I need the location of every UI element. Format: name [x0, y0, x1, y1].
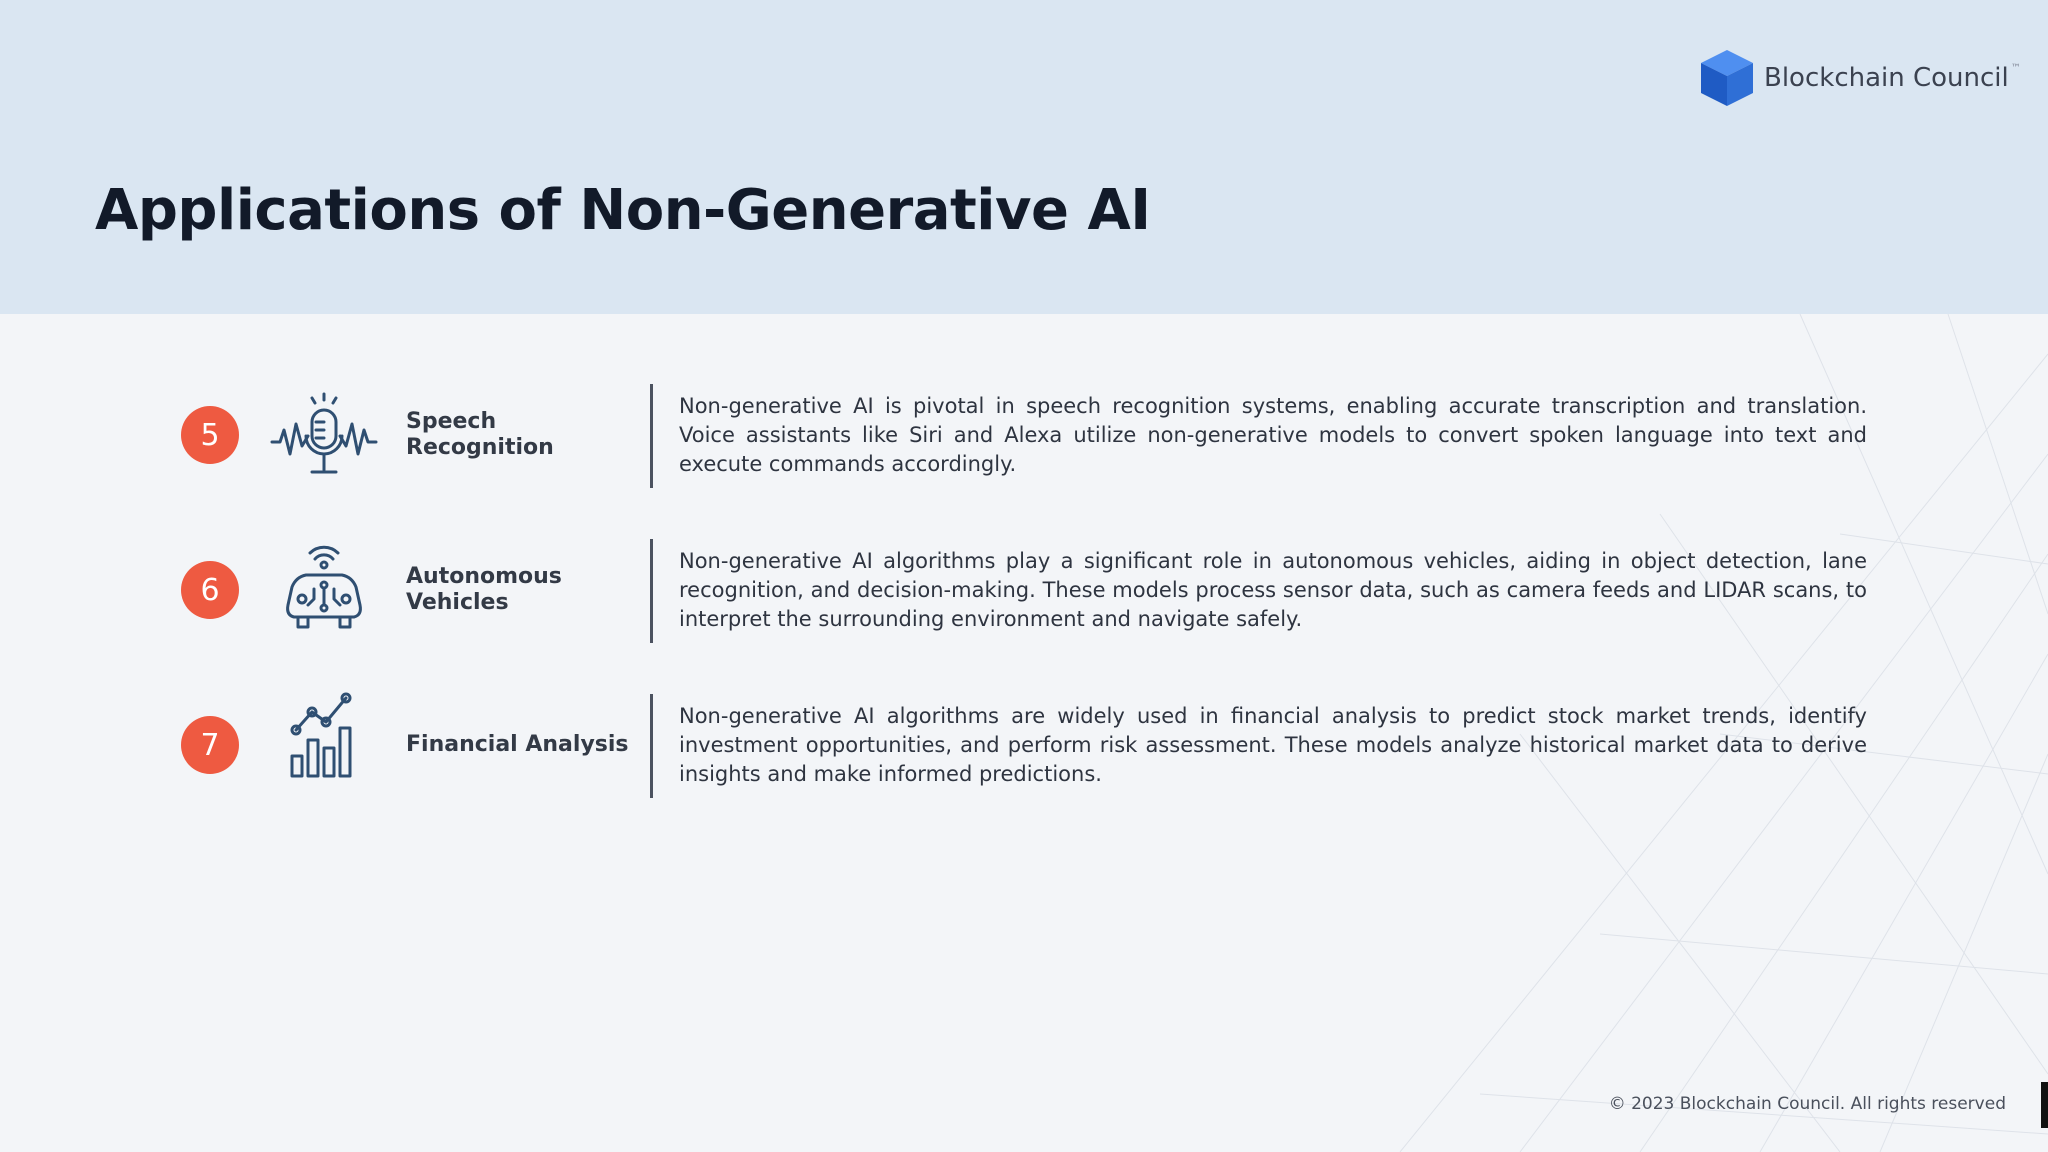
- list-item: [0, 690, 2048, 800]
- edge-marker: [2041, 1082, 2048, 1128]
- item-label: Financial Analysis: [406, 732, 629, 757]
- number-badge: 5: [181, 406, 239, 464]
- divider: [650, 384, 653, 488]
- cube-icon: [1698, 48, 1756, 108]
- divider: [650, 694, 653, 798]
- header-band: [0, 0, 2048, 314]
- brand-logo: [1698, 48, 2021, 108]
- number-badge: 6: [181, 561, 239, 619]
- list-item: [0, 535, 2048, 645]
- item-description: Non-generative AI algorithms are widely used in financial analysis to predict stock market trends, identify investment opportunities, and perform risk assessment. These models analyze historical market data to derive insights and make informed predictions.: [679, 704, 1867, 786]
- divider: [650, 539, 653, 643]
- microphone-waveform-icon: [268, 386, 380, 482]
- item-label: Speech Recognition: [406, 409, 554, 460]
- item-description: Non-generative AI is pivotal in speech recognition systems, enabling accurate transcription and translation. Voice assistants like Siri and Alexa utilize non-generative models to convert spoken language into text and execute commands accordingly.: [679, 394, 1867, 476]
- autonomous-car-icon: [268, 539, 380, 635]
- slide-title: Applications of Non-Generative AI: [95, 178, 1151, 243]
- list-item: [0, 380, 2048, 490]
- logo-text: Blockchain Council ™: [1764, 63, 2021, 93]
- item-label: Autonomous Vehicles: [406, 564, 562, 615]
- copyright-text: © 2023 Blockchain Council. All rights reserved: [1608, 1094, 2006, 1114]
- number-badge: 7: [181, 716, 239, 774]
- item-description: Non-generative AI algorithms play a significant role in autonomous vehicles, aiding in object detection, lane recognition, and decision-making. These models process sensor data, such as camera feeds and LIDAR scans, to interpret the surrounding environment and navigate safely.: [679, 549, 1867, 631]
- bar-chart-trend-icon: [268, 686, 380, 782]
